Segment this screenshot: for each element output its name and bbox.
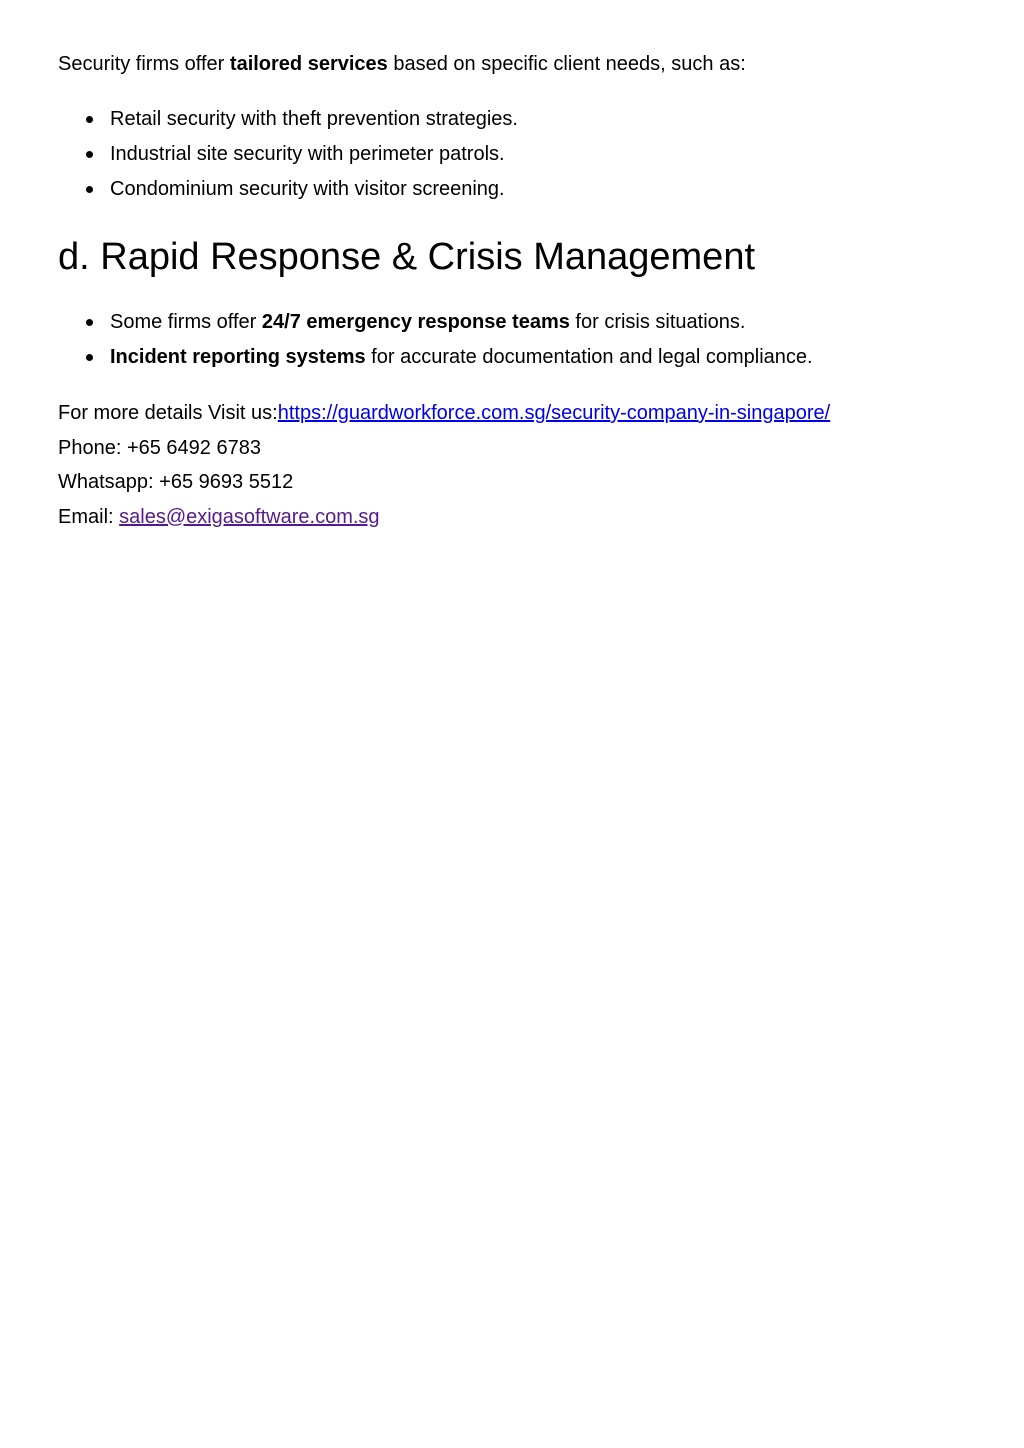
website-link[interactable]: https://guardworkforce.com.sg/security-company-in-singapore/	[277, 402, 831, 424]
services-list	[58, 102, 518, 207]
whatsapp-line: Whatsapp: +65 9693 5512	[58, 471, 294, 493]
response-list	[58, 305, 813, 375]
email-link[interactable]: sales@exigasoftware.com.sg	[119, 505, 380, 528]
contact-block	[58, 396, 830, 534]
email-line	[58, 500, 830, 535]
visit-line	[58, 396, 830, 431]
list-item-text-after: for accurate documentation and legal compliance.	[365, 346, 813, 368]
bullet-icon	[86, 354, 93, 361]
list-item-bold-text: Incident reporting systems	[110, 346, 366, 368]
list-item	[58, 102, 518, 137]
bullet-icon	[86, 116, 93, 123]
list-item-text: Condominium security with visitor screening.	[110, 178, 505, 200]
intro-text-after: based on specific client needs, such as:	[387, 53, 746, 75]
list-item-text: Industrial site security with perimeter patrols.	[110, 143, 505, 165]
bullet-icon	[86, 186, 93, 193]
bullet-icon	[86, 151, 93, 158]
email-label: Email:	[58, 505, 120, 528]
bullet-icon	[86, 319, 93, 326]
intro-text-before: Security firms offer	[58, 53, 230, 75]
list-item	[58, 305, 813, 340]
intro-bold-text: tailored services	[229, 53, 388, 75]
list-item-bold-text: 24/7 emergency response teams	[261, 311, 570, 333]
intro-paragraph	[58, 50, 746, 78]
visit-label: For more details Visit us:	[58, 402, 278, 424]
list-item	[58, 172, 518, 207]
list-item	[58, 137, 518, 172]
phone-line: Phone: +65 6492 6783	[58, 436, 261, 459]
list-item-text: Retail security with theft prevention strategies.	[110, 108, 518, 130]
list-item-text-after: for crisis situations.	[569, 311, 746, 333]
list-item-text-before: Some firms offer	[110, 311, 262, 333]
section-heading: d. Rapid Response & Crisis Management	[58, 236, 756, 278]
list-item	[58, 340, 813, 375]
